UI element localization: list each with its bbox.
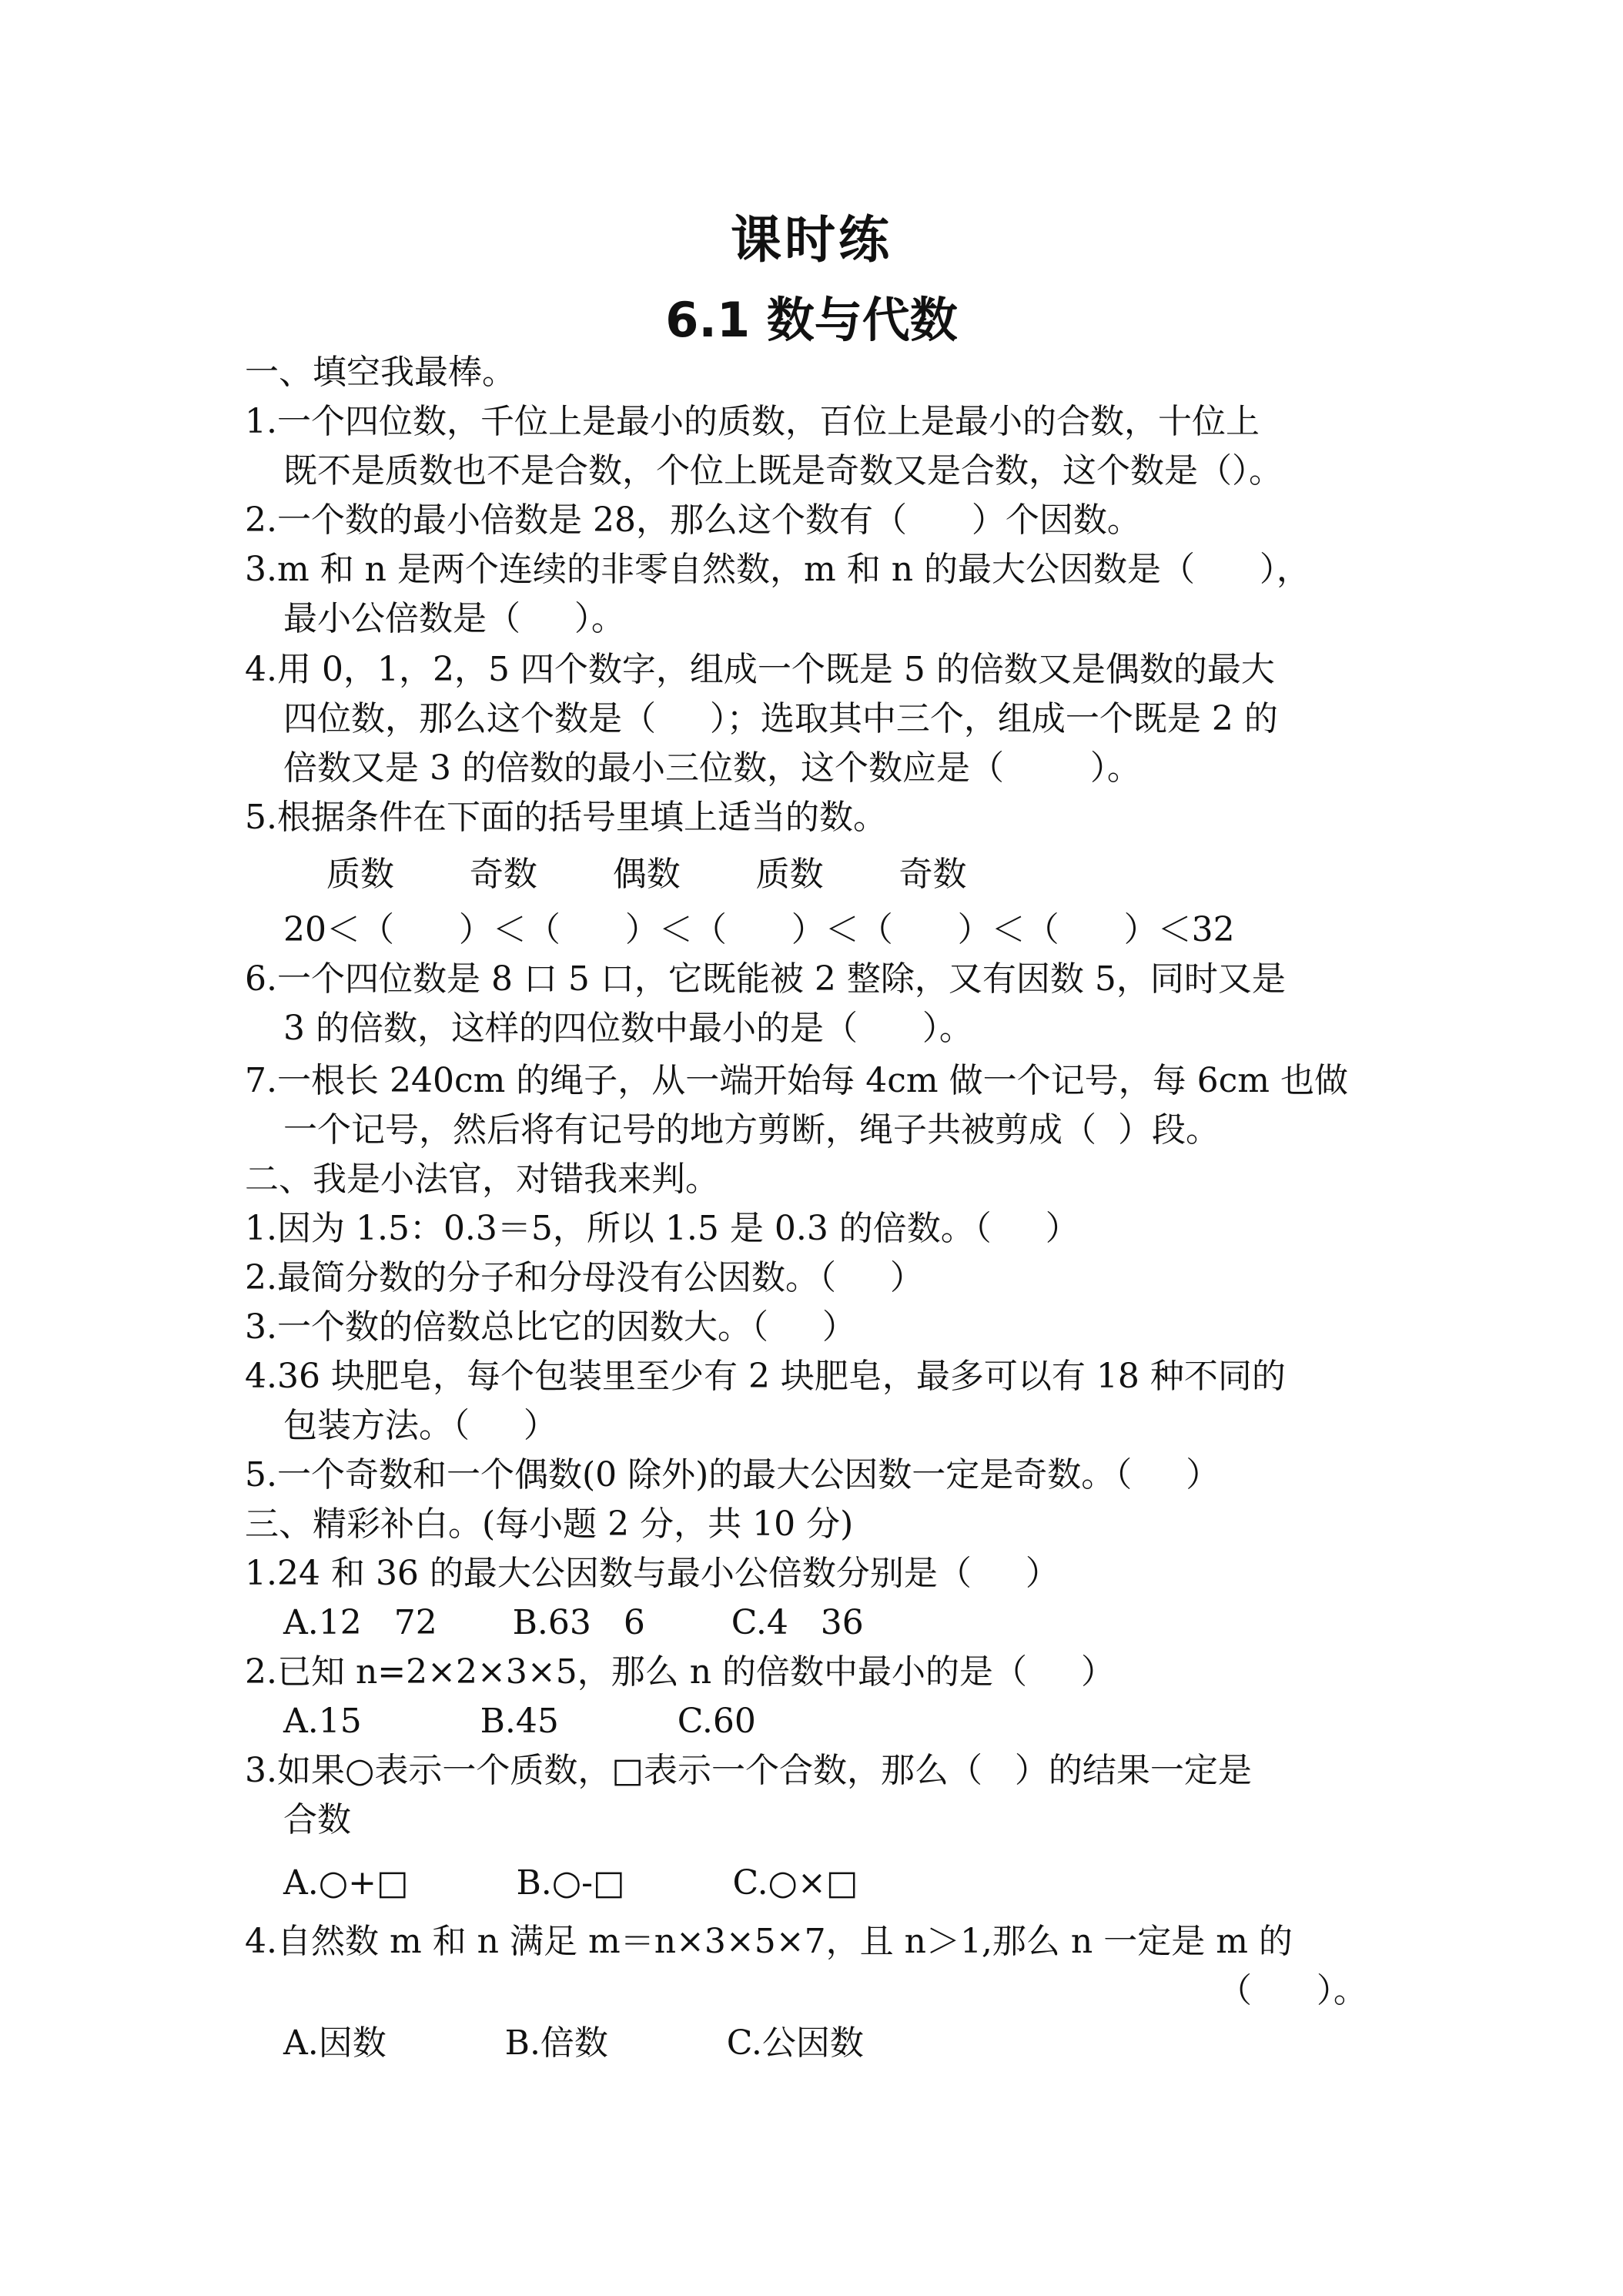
page-subtitle: 6.1 数与代数 xyxy=(665,292,958,348)
page-title: 课时练 xyxy=(731,210,892,269)
s1-q4-line2: 四位数，那么这个数是（ ）；选取其中三个，组成一个既是 2 的 xyxy=(283,699,1278,738)
s3-q3-line1: 3.如果○表示一个质数，□表示一个合数，那么（ ）的结果一定是 xyxy=(245,1751,1252,1790)
s1-q7-line1: 7.一根长 240cm 的绳子，从一端开始每 4cm 做一个记号，每 6cm 也做 xyxy=(245,1061,1348,1100)
s2-q2: 2.最简分数的分子和分母没有公因数。（ ） xyxy=(245,1258,924,1297)
s1-q1-line1: 1.一个四位数，千位上是最小的质数，百位上是最小的合数，十位上 xyxy=(245,402,1260,441)
s1-q3-line2: 最小公倍数是（ ）。 xyxy=(283,599,625,638)
s1-q3-line1: 3.m 和 n 是两个连续的非零自然数，m 和 n 的最大公因数是（ ）， xyxy=(245,550,1310,589)
s3-q2: 2.已知 n=2×2×3×5，那么 n 的倍数中最小的是（ ） xyxy=(245,1652,1115,1692)
s1-q4-line1: 4.用 0，1，2，5 四个数字，组成一个既是 5 的倍数又是偶数的最大 xyxy=(245,650,1275,689)
s3-q4-options: A.因数 B.倍数 C.公因数 xyxy=(283,2023,864,2063)
s3-q3-options: A.○+□ B.○-□ C.○×□ xyxy=(283,1863,858,1903)
s2-q4-line2: 包装方法。（ ） xyxy=(283,1406,557,1445)
s2-q5: 5.一个奇数和一个偶数(0 除外)的最大公因数一定是奇数。（ ） xyxy=(245,1455,1220,1494)
section-1-heading: 一、填空我最棒。 xyxy=(245,353,516,392)
s3-q2-options: A.15 B.45 C.60 xyxy=(283,1702,756,1741)
s1-q1-line2: 既不是质数也不是合数，个位上既是奇数又是合数，这个数是（）。 xyxy=(283,451,1283,490)
s1-q7-line2: 一个记号，然后将有记号的地方剪断，绳子共被剪成（ ）段。 xyxy=(283,1110,1220,1150)
s3-q4: 4.自然数 m 和 n 满足 m＝n×3×5×7，且 n＞1,那么 n 一定是 m 的 xyxy=(245,1922,1293,1961)
s1-q5-labels: 质数 奇数 偶数 质数 奇数 xyxy=(283,855,967,894)
s1-q5: 5.根据条件在下面的括号里填上适当的数。 xyxy=(245,798,887,837)
section-3-heading: 三、精彩补白。(每小题 2 分，共 10 分) xyxy=(245,1504,854,1544)
s2-q4-line1: 4.36 块肥皂，每个包装里至少有 2 块肥皂，最多可以有 18 种不同的 xyxy=(245,1357,1286,1396)
s1-q5-chain: 20＜（ ）＜（ ）＜（ ）＜（ ）＜（ ）＜32 xyxy=(283,910,1235,949)
s2-q3: 3.一个数的倍数总比它的因数大。（ ） xyxy=(245,1307,856,1347)
s3-q4-answer: （ ）。 xyxy=(1218,1971,1367,2010)
s3-q3-line2: 合数 xyxy=(283,1800,351,1839)
section-2-heading: 二、我是小法官，对错我来判。 xyxy=(245,1160,719,1199)
s3-q1-options: A.12 72 B.63 6 C.4 36 xyxy=(283,1603,864,1642)
s1-q6-line2: 3 的倍数，这样的四位数中最小的是（ ）。 xyxy=(283,1009,973,1048)
s1-q2: 2.一个数的最小倍数是 28，那么这个数有（ ）个因数。 xyxy=(245,500,1141,540)
s1-q6-line1: 6.一个四位数是 8 口 5 口，它既能被 2 整除，又有因数 5，同时又是 xyxy=(245,959,1286,999)
s3-q1: 1.24 和 36 的最大公因数与最小公倍数分别是（ ） xyxy=(245,1554,1059,1593)
s1-q4-line3: 倍数又是 3 的倍数的最小三位数，这个数应是（ ）。 xyxy=(283,748,1141,788)
s2-q1: 1.因为 1.5：0.3＝5，所以 1.5 是 0.3 的倍数。（ ） xyxy=(245,1209,1079,1248)
